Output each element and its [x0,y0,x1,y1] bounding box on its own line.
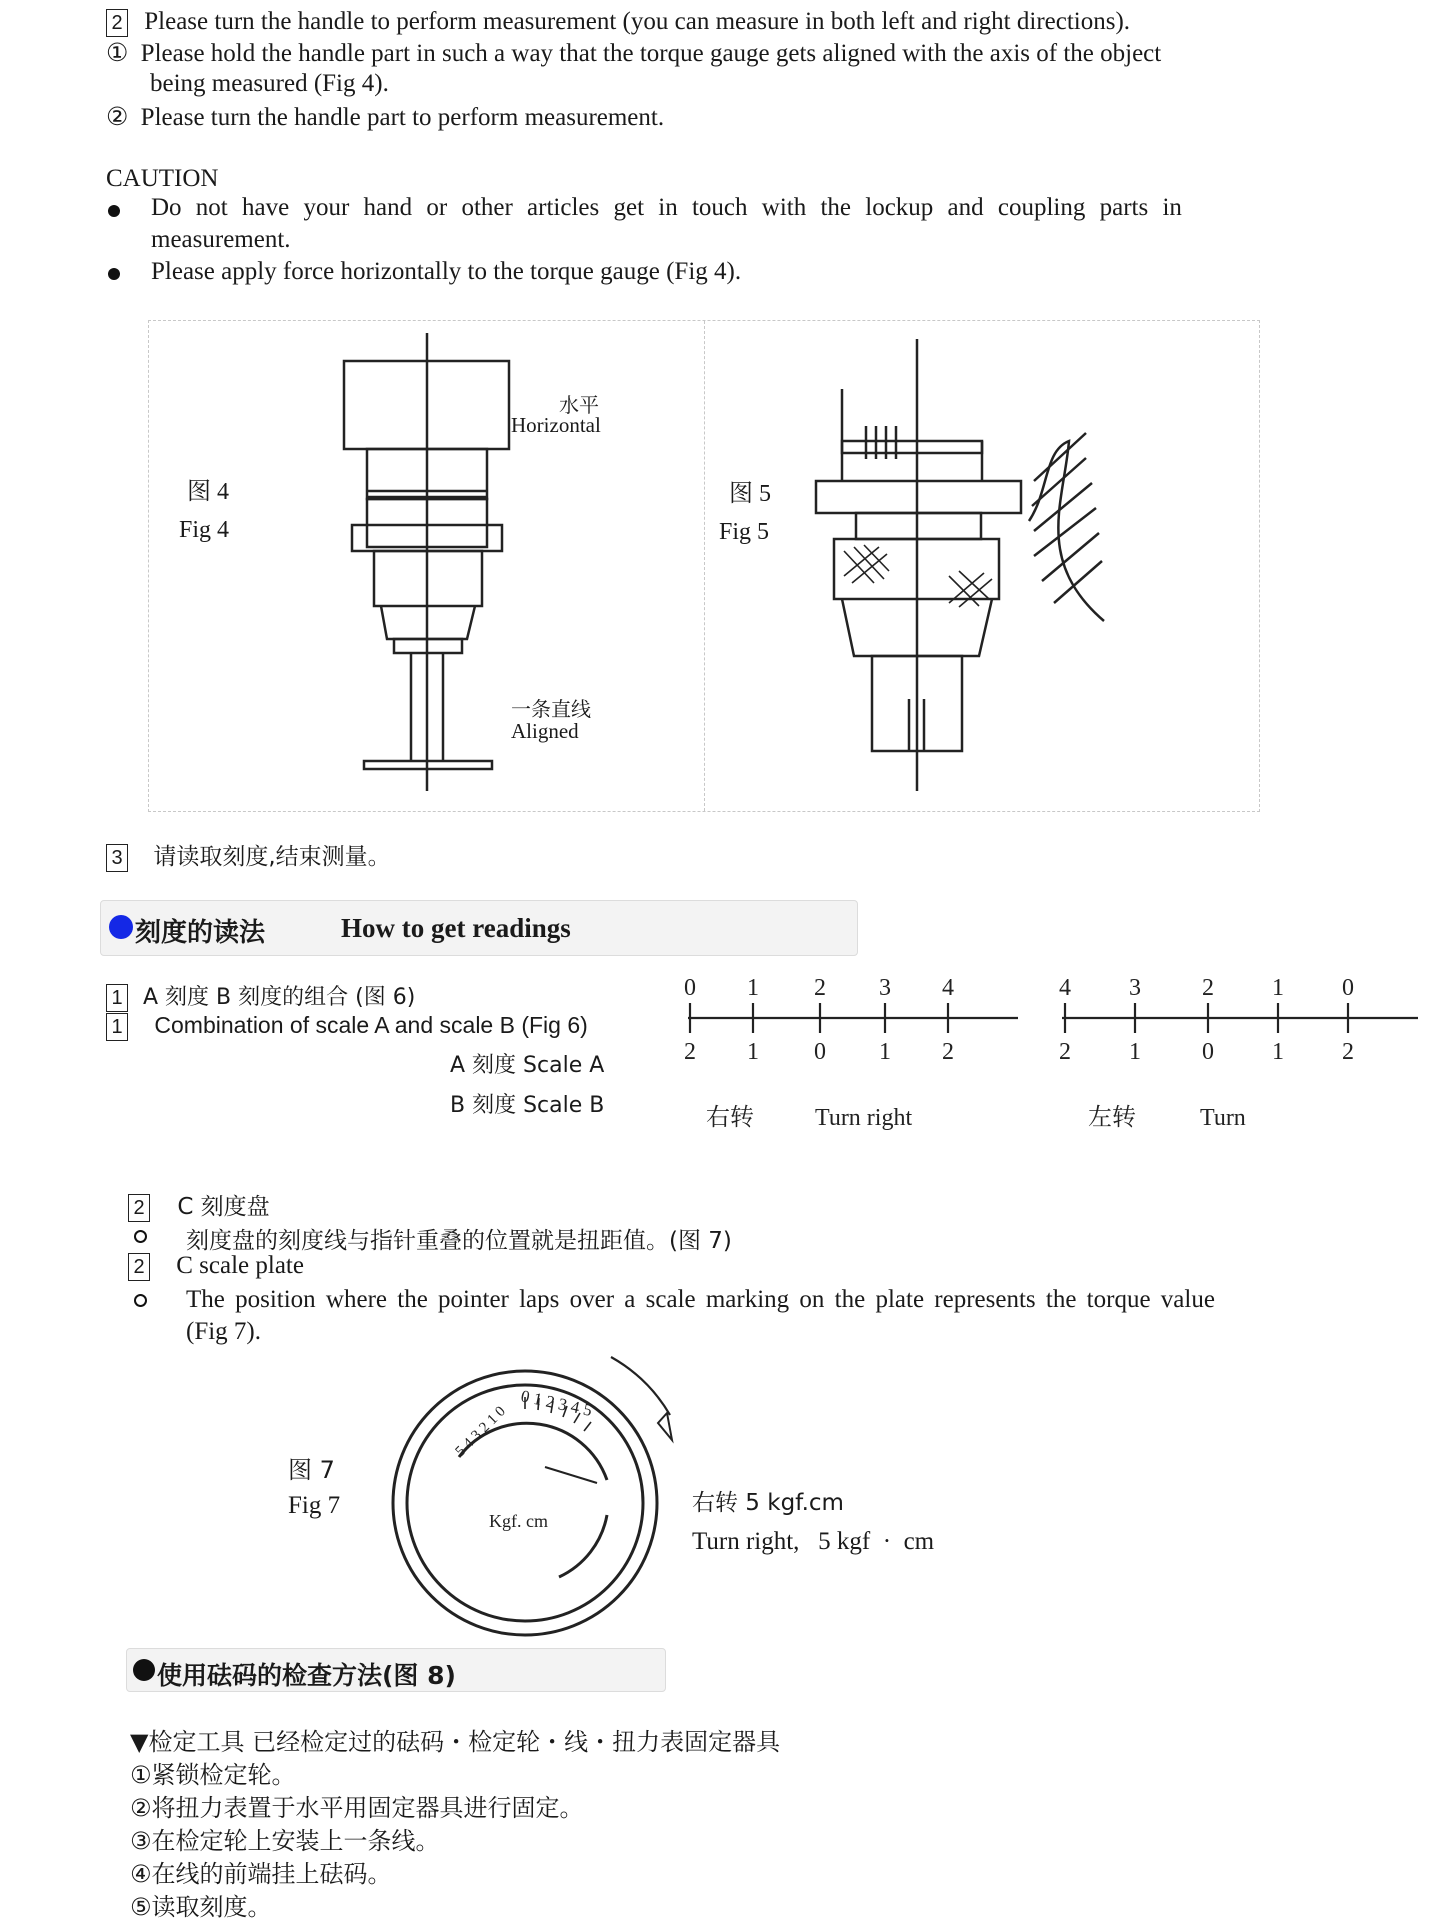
scale-left-top-label: 1 [1272,975,1284,1001]
scale-left-top-label: 3 [1129,975,1141,1001]
scale-left-top-label: 2 [1202,975,1214,1001]
fig5-label-cn: 图 5 [729,481,771,507]
blue-bullet-icon [109,915,133,939]
scale-left-top-label: 4 [1059,975,1071,1001]
scale-a-label: A 刻度 Scale A [450,1053,605,1078]
turn-right-cn: 右转 [706,1105,754,1131]
step2-text: Please turn the handle to perform measurement (you can measure in both left and right directions). [144,8,1131,35]
plate-title-en-row [128,1252,304,1281]
scale-left-bottom-label: 2 [1059,1039,1071,1065]
step2-sub2 [106,102,664,132]
scale-b-label: B 刻度 Scale B [450,1093,605,1118]
scale-right-top-label: 3 [879,975,891,1001]
fig7-note-cn: 右转 5 kgf.cm [692,1490,844,1516]
bullet-dot [108,205,120,217]
fig4-label-cn: 图 4 [187,479,229,505]
step2-sub1-line2: being measured (Fig 4). [150,70,389,97]
weights-step: ①紧锁检定轮。 [130,1761,296,1789]
plate-desc-en-line2: (Fig 7). [186,1318,261,1345]
caution-item2: Please apply force horizontally to the torque gauge (Fig 4). [151,258,742,285]
step2-sub2-text: Please turn the handle part to perform measurement. [140,104,665,131]
step2-row [106,8,1130,37]
fig4-horizontal-en: Horizontal [511,413,601,437]
plate-desc-cn: 刻度盘的刻度线与指针重叠的位置就是扭距值。(图 7) [186,1228,732,1254]
step3-row [106,838,391,872]
scale-right-bottom-label: 1 [747,1039,759,1065]
weights-step: ⑤读取刻度。 [130,1893,272,1921]
fig7-note-en: Turn right, 5 kgf · cm [692,1528,935,1555]
scales-text-en: Combination of scale A and scale B (Fig 6) [154,1012,588,1038]
step-number-box: 2 [106,9,128,37]
weights-step: ③在检定轮上安装上一条线。 [130,1827,440,1855]
bullet-dot [108,268,120,280]
scale-diagrams [670,975,1430,1140]
plate-title-cn: C 刻度盘 [177,1194,270,1220]
scale-left-bottom-label: 2 [1342,1039,1354,1065]
weights-title: 使用砝码的检查方法(图 8) [157,1661,456,1690]
fig4-label-en: Fig 4 [179,517,230,543]
black-bullet-icon [133,1659,155,1681]
figure-panel [148,320,1260,812]
scale-right-bottom-label: 2 [684,1039,696,1065]
fig7-dial-drawing [375,1345,705,1640]
scale-left-top-label: 0 [1342,975,1354,1001]
ring-marker-icon [134,1230,147,1243]
step2-sub1 [106,38,1161,68]
fig4-aligned-cn: 一条直线 [511,697,591,721]
step-number-box: 2 [128,1194,150,1222]
caution-item1-line1: Do not have your hand or other articles get in touch with the lockup and coupling parts in [151,194,1182,221]
step-number-box: 1 [106,1013,128,1041]
readings-title-en: How to get readings [341,913,571,943]
fig7-label-en: Fig 7 [288,1492,341,1519]
fig5-coupling-drawing [704,321,1259,811]
scale-right-bottom-label: 2 [942,1039,954,1065]
fig7-label-cn: 图 7 [288,1456,335,1484]
scales-text-cn: A 刻度 B 刻度的组合 (图 6) [143,985,416,1010]
fig5-label-en: Fig 5 [719,519,770,545]
fig4-horizontal-cn: 水平 [559,393,599,417]
turn-right-en: Turn right [815,1105,913,1131]
plate-title-cn-row [128,1188,270,1222]
scale-left-bottom-label: 1 [1129,1039,1141,1065]
fig4-aligned-en: Aligned [511,719,579,743]
dial-outer-ticks: 0 1 2 3 4 5 [519,1386,594,1420]
turn-left-en: Turn [1200,1105,1246,1131]
scale-left-bottom-label: 1 [1272,1039,1284,1065]
step-number-box: 3 [106,844,128,872]
ring-marker-icon [134,1294,147,1307]
dial-unit-label: Kgf. cm [489,1511,548,1531]
step-number-box: 1 [106,984,128,1012]
readings-section-header [100,900,858,956]
scale-left-bottom-label: 0 [1202,1039,1214,1065]
scale-right-top-label: 1 [747,975,759,1001]
circled-one-marker: ① [106,40,129,67]
weights-tools: ▼检定工具 已经检定过的砝码・检定轮・线・扭力表固定器具 [130,1728,781,1756]
weights-step: ④在线的前端挂上砝码。 [130,1860,392,1888]
scale-right-top-label: 4 [942,975,954,1001]
step-number-box: 2 [128,1253,150,1281]
scale-right-bottom-label: 0 [814,1039,826,1065]
caution-item1-line2: measurement. [151,226,291,253]
plate-desc-en-line1: The position where the pointer laps over a scale marking on the plate represents the torque value [186,1286,1215,1313]
readings-title-cn: 刻度的读法 [135,918,266,948]
dial-inner-ticks: 5 4 3 2 1 0 [452,1403,509,1460]
scale-right-top-label: 0 [684,975,696,1001]
weights-section-header [126,1648,666,1692]
caution-title: CAUTION [106,165,219,192]
circled-two-marker: ② [106,104,129,131]
fig4-torque-gauge-drawing [149,321,704,811]
turn-left-cn: 左转 [1088,1105,1136,1131]
plate-title-en: C scale plate [176,1252,304,1279]
weights-step: ②将扭力表置于水平用固定器具进行固定。 [130,1794,584,1822]
scale-right-bottom-label: 1 [879,1039,891,1065]
step3-text: 请读取刻度,结束测量。 [153,844,391,870]
scale-right-top-label: 2 [814,975,826,1001]
step2-sub1-line1: Please hold the handle part in such a way that the torque gauge gets aligned with the axis of the object [140,40,1162,67]
